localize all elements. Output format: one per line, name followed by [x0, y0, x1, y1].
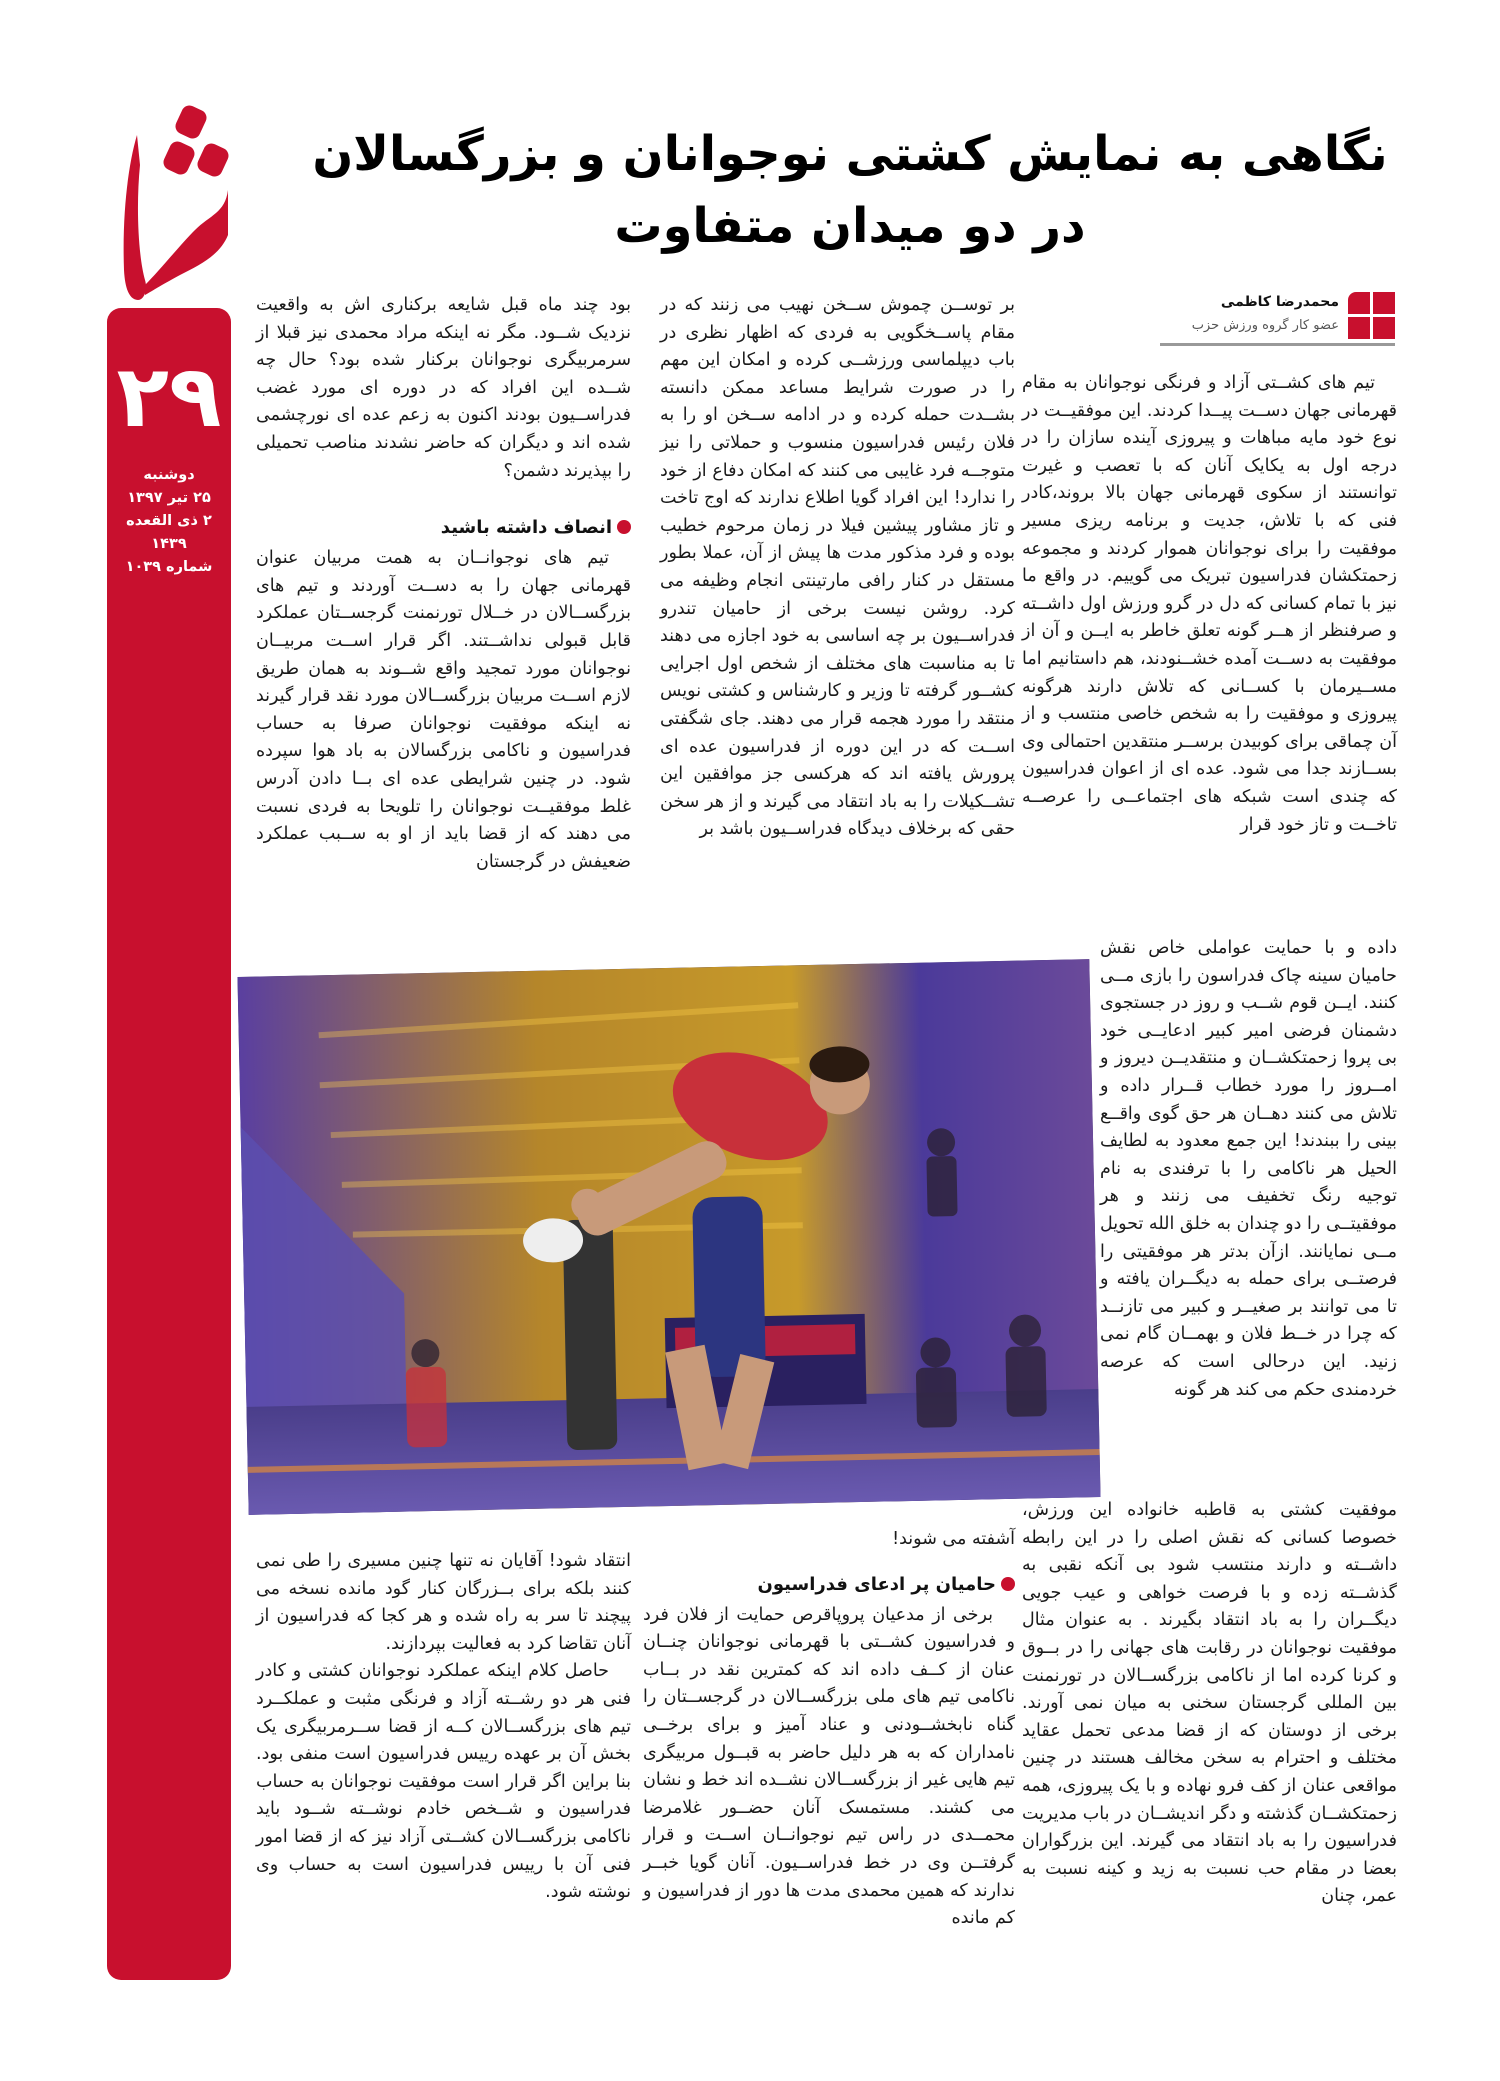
paragraph: موفقیت کشتی به قاطبه خانواده این ورزش، خصوصا کسانی که نقش اصلی را در این رابطه داشــته و دارند منتسب شود بی آنکه نقبی به گذشــته زده و با فرصت خواهی و عیب جویی دیگــران را به باد انتقاد بگیرند . به عنوان مثال موفقیت نوجوانان در رقابت های جهانی را در بــوق و کرنا کرده اما از ناکامی بزرگســالان در تورنمنت بین المللی گرجستان سخنی به میان نمی آورند. برخی از دوستان که از قضا مدعی تحمل عقاید مختلف و احترام به سخن مخالف هستند در چنین مواقعی عنان از کف فرو نهاده و با یک پیروزی، همه زحمتکشــان گذشته و دگر اندیشــان در باب مدیریت فدراسیون را به باد انتقاد می گیرند. این بزرگواران بعضا در مقام حب نسبت به زید و کینه نسبت به عمر، چنان [1022, 1500, 1397, 1907]
author-grid-icon [1347, 292, 1395, 340]
column-3-bottom [256, 1548, 631, 1907]
bullet-dot-icon [1001, 1577, 1015, 1591]
article-title [300, 118, 1400, 262]
paragraph-lead: آشفته می شوند! [892, 1529, 1015, 1549]
column-1-bottom [1022, 1497, 1397, 1911]
author-name: محمدرضا کاظمی [1220, 294, 1339, 310]
paragraph: بود چند ماه قبل شایعه برکناری اش به واقعیت نزدیک شــود. مگر نه اینکه مراد محمدی نیز قبلا از سرمربیگری نوجوانان برکنار شده بود؟ حال چه شــده این افراد که در دوره ای مورد غضب فدراســیون بودند اکنون به زعم عده ای نورچشمی شده اند و دیگران که حاضر نشدند مناصب تحمیلی را بپذیرند دشمن؟ [256, 295, 631, 481]
title-line-1: نگاهی به نمایش کشتی نوجوانان و بزرگسالان [312, 126, 1388, 182]
publication-logo [100, 95, 240, 305]
logo-calligraphy-icon [100, 95, 240, 305]
paragraph: برخی از مدعیان پروپاقرص حمایت از فلان فرد و فدراسیون کشــتی با قهرمانی نوجوانان چنــان عنان از کــف داده اند که کمترین نقد در بــاب ناکامی تیم های ملی بزرگســالان در گرجســتان را گناه نابخشــودنی و عناد آمیز و برای برخــی نامداران که به هر دلیل حاضر به قبــول مربیگری تیم هایی غیر از بزرگســالان نشــده اند خط و نشان می کشند. مستمسک آنان حضــور غلامرضا محمــدی در راس تیم نوجوانــان اســت و قرار گرفتــن وی در خط فدراســیون. آنان گویا خبــر ندارند که همین محمدی مدت ها دور از فدراسیون و کم مانده [643, 1604, 1015, 1929]
title-line-2: در دو میدان متفاوت [614, 198, 1086, 254]
author-divider [1160, 343, 1395, 346]
subheading-text: حامیان پر ادعای فدراسیون [757, 1573, 996, 1595]
column-1-wrap [1100, 935, 1397, 1404]
column-2-bottom [643, 1526, 1015, 1933]
paragraph: تیم های کشــتی آزاد و فرنگی نوجوانان به مقام قهرمانی جهان دســت پیــدا کردند. این موفقیــت در نوع خود مایه مباهات و پیروزی آینده سازان را در درجه اول به یکایک آنان که با تعصب و غیرت توانستند از سکوی قهرمانی جهان بالا بروند،کادر فنی که با تلاش، جدیت و برنامه ریزی مسیر موفقیت را برای نوجوانان هموار کردند و مجموعه زحمتکشان فدراسیون تبریک می گوییم. در واقع ما نیز با تمام کسانی که دل در گرو ورزش اول داشــته و صرفنظر از هــر گونه تعلق خاطر به ایــن و آن از موفقیت به دســت آمده خشــنودند، هم داستانیم اما مســیرمان با کســانی که تلاش دارند هرگونه پیروزی و موفقیت را به شخص خاصی منتسب و از آن چماقی برای کوبیدن برســر منتقدین احتمالی وی بســازند جدا می شود. عده ای از اعوان فدراسیون که چندی است شبکه های اجتماعــی را عرصــه تاخــت و تاز خود قرار [1022, 373, 1397, 835]
paragraph: داده و با حمایت عواملی خاص نقش حامیان سینه چاک فدراسون را بازی مــی کنند. ایــن قوم شــب و روز در جستجوی دشمنان فرضی امیر کبیر ادعایــی خود بی پروا زحمتکشــان و منتقدیــن دیروز و امــروز را مورد خطاب قــرار داده و تلاش می کنند دهــان هر حق گوی واقــع بینی را ببندند! این جمع معدود به لطایف الحیل هر ناکامی را با ترفندی به نام توجیه رنگ تخفیف می زنند و هر موفقیتــی را دو چندان به خلق الله تحویل مــی نمایانند. ازآن بدتر هر موفقیتی را فرصتــی برای حمله به دیگــران یافته و تا می توانند بر صغیــر و کبیر می تازنــد که چرا در خــط فلان و بهمــان گام نمی زنید. این درحالی است که عرصه خردمندی حکم می کند هر گونه [1100, 938, 1397, 1400]
wrestling-photo [237, 959, 1100, 1515]
bullet-dot-icon [617, 520, 631, 534]
subheading-text: انصاف داشته باشید [440, 517, 612, 539]
paragraph: حاصل کلام اینکه عملکرد نوجوانان کشتی و کادر فنی هر دو رشــته آزاد و فرنگی مثبت و عملکــرد تیم های بزرگســالان کــه از قضا ســرمربیگری یک بخش آن بر عهده رییس فدراسیون است منفی بود. بنا براین اگر قرار است موفقیت نوجوانان به حساب فدراسیون و شــخص خادم نوشــته شــود باید ناکامی بزرگســالان کشــتی آزاد نیز که از قضا امور فنی آن با رییس فدراسیون است به حساب وی نوشته شود. [256, 1661, 631, 1903]
column-1-top [1022, 370, 1397, 839]
author-box [1150, 292, 1395, 352]
date-solar: ۲۵ تیر ۱۳۹۷ [127, 490, 211, 506]
paragraph: تیم های نوجوانــان به همت مربیان عنوان قهرمانی جهان را به دســت آوردند و تیم های بزرگســالان در خــلال تورنمنت گرجســتان عملکرد قابل قبولی نداشــتند. اگر قرار اســت مربیــان نوجوانان مورد تمجید واقع شــوند به همان طریق لازم اســت مربیان بزرگســالان مورد نقد قرار گیرند نه اینکه موفقیت نوجوانان صرفا به حساب فدراسیون و ناکامی بزرگسالان به باد هوا سپرده شود. در چنین شرایطی عده ای بــا دادن آدرس غلط موفقیــت نوجوانان را تلویحا به فردی نسبت می دهند که از قضا باید از او به ســبب عملکرد ضعیفش در گرجستان [256, 548, 631, 872]
photo-illustration [237, 959, 1100, 1515]
page-number: ۲۹ [116, 347, 222, 447]
paragraph: بر توســن چموش ســخن نهیب می زنند که در مقام پاســخگویی به فردی که اظهار نظری در باب دیپلماسی ورزشــی کرده و امکان این مهم را در صورت شرایط مساعد ممکن دانسته بشــدت حمله کرده و در ادامه ســخن او را به فلان رئیس فدراسیون منسوب و حملاتی را نیز متوجــه فرد غایبی می کنند که امکان دفاع از خود را ندارد! این افراد گویا اطلاع ندارند که اوج تاخت و تاز مشاور پیشین فیلا در زمان مرحوم خطیب بوده و فرد مذکور مدت ها پیش از آن، عملا بطور مستقل در کنار رافی مارتینتی انجام وظیفه می کرد. روشن نیست برخی از حامیان تندرو فدراســیون بر چه اساسی به خود اجازه می دهند تا به مناسبت های مختلف از شخص اول اجرایی کشــور گرفته تا وزیر و کارشناس و کشتی نویس منتقد را مورد هجمه قرار می دهند. جای شگفتی اســت که در این دوره از فدراسیون عده ای پرورش یافته اند که هرکسی جز موافقین این تشــکیلات را به باد انتقاد می گیرند و از هر سخن حقی که برخلاف دیدگاه فدراســیون باشد بر [660, 295, 1015, 840]
weekday: دوشنبه [143, 467, 195, 483]
author-role: عضو کار گروه ورزش حزب [1191, 318, 1339, 333]
column-2-top [660, 292, 1015, 844]
column-3-top [256, 292, 631, 876]
subheading [643, 1570, 1015, 1600]
date-sidebar [107, 308, 231, 1980]
subheading [256, 513, 631, 543]
issue-number: شماره ۱۰۳۹ [125, 559, 213, 575]
paragraph: انتقاد شود! آقایان نه تنها چنین مسیری را طی نمی کنند بلکه برای بــزرگان کنار گود مانده نسخه می پیچند تا سر به راه شده و هر کجا که فدراسیون از آنان تقاضا کرد به فعالیت بپردازند. [256, 1551, 631, 1654]
date-lunar: ۲ ذی القعده ۱۴۳۹ [126, 513, 212, 552]
